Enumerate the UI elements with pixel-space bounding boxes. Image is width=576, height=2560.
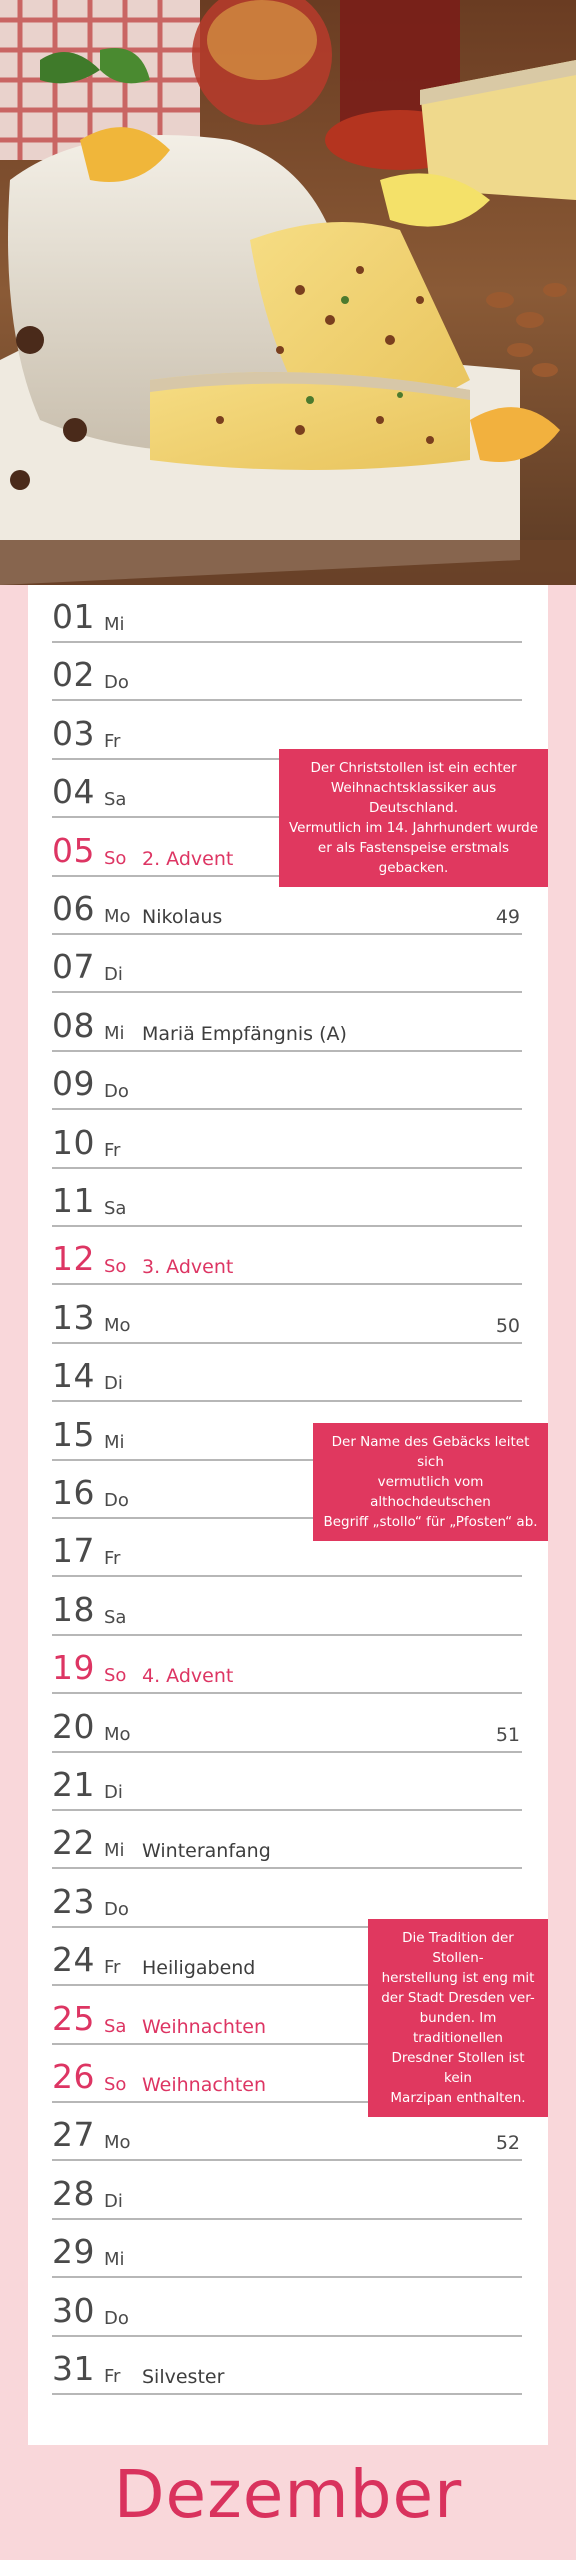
weekday-abbr: Mi [104, 1022, 125, 1044]
day-row [52, 994, 522, 1052]
holiday-label: Weihnachten [142, 2015, 267, 2038]
day-number: 27 [52, 2115, 95, 2155]
day-number: 17 [52, 1531, 95, 1571]
day-number: 05 [52, 830, 95, 870]
note-line: vermutlich vom althochdeutschen [370, 1474, 491, 1510]
weekday-abbr: Di [104, 1373, 123, 1395]
holiday-label: 2. Advent [142, 847, 234, 870]
day-number: 25 [52, 1998, 95, 2038]
day-number: 16 [52, 1473, 95, 1512]
note-line: Dresdner Stollen ist kein [391, 2050, 525, 2086]
weekday-abbr: Mi [104, 614, 125, 635]
calendar-card [28, 585, 548, 2445]
day-row [52, 2337, 522, 2395]
weekday-abbr: So [104, 2074, 127, 2095]
weekday-abbr: Di [104, 2190, 123, 2212]
weekday-abbr: Do [104, 1898, 129, 1920]
day-number: 28 [52, 2173, 95, 2213]
weekday-abbr: Mo [104, 906, 131, 927]
day-row [52, 1695, 522, 1753]
weekday-abbr: Mi [104, 1840, 125, 1862]
note-line: herstellung ist eng mit [381, 1970, 535, 1986]
note-line: Marzipan enthalten. [390, 2090, 526, 2106]
note-line: Der Christstollen ist ein echter [310, 760, 517, 776]
day-row [52, 1052, 522, 1110]
day-number: 20 [52, 1706, 95, 1746]
holiday-label: Mariä Empfängnis (A) [142, 1022, 347, 1045]
day-number: 09 [52, 1064, 95, 1104]
day-row [52, 1286, 522, 1344]
holiday-label: Weihnachten [142, 2074, 267, 2096]
day-number: 21 [52, 1765, 95, 1804]
day-number: 29 [52, 2232, 95, 2272]
day-number: 15 [52, 1414, 95, 1454]
weekday-abbr: Do [104, 1081, 129, 1103]
day-row [52, 1111, 522, 1169]
weekday-abbr: Mi [104, 1431, 125, 1453]
note-line: bunden. Im traditionellen [413, 2010, 503, 2046]
note-line: Weihnachtsklassiker aus Deutschland. [330, 780, 497, 816]
weekday-abbr: Di [104, 964, 123, 986]
day-number: 18 [52, 1589, 95, 1629]
weekday-abbr: Fr [104, 730, 121, 752]
day-row [52, 2162, 522, 2220]
weekday-abbr: So [104, 1665, 127, 1687]
weekday-abbr: Do [104, 672, 129, 694]
weekday-abbr: Do [104, 1490, 129, 1511]
holiday-label: 3. Advent [142, 1256, 234, 1279]
day-row [52, 935, 522, 993]
day-number: 19 [52, 1648, 95, 1688]
note-line: er als Fastenspeise erstmals gebacken. [317, 840, 510, 876]
day-number: 26 [52, 2057, 95, 2096]
day-number: 24 [52, 1940, 95, 1980]
day-number: 13 [52, 1297, 95, 1337]
note-line: Vermutlich im 14. Jahrhundert wurde [288, 820, 539, 836]
day-number: 08 [52, 1005, 95, 1045]
weekday-abbr: Fr [104, 1548, 121, 1570]
week-number: 49 [495, 906, 520, 928]
day-number: 12 [52, 1239, 95, 1279]
day-number: 04 [52, 772, 95, 812]
day-number: 07 [52, 947, 95, 987]
row-divider [52, 2393, 522, 2395]
week-number: 52 [495, 2132, 520, 2155]
note-line: Die Tradition der Stollen- [402, 1930, 514, 1966]
week-number: 50 [495, 1314, 520, 1337]
weekday-abbr: Mo [104, 2132, 131, 2154]
day-row [52, 2220, 522, 2278]
weekday-abbr: Sa [104, 2015, 127, 2037]
weekday-abbr: Sa [104, 789, 127, 811]
weekday-abbr: So [104, 847, 127, 869]
day-number: 01 [52, 597, 95, 636]
day-number: 31 [52, 2349, 95, 2388]
day-number: 23 [52, 1881, 95, 1921]
day-row [52, 585, 522, 643]
weekday-abbr: Sa [104, 1198, 127, 1219]
day-row [52, 1811, 522, 1869]
day-row [52, 1578, 522, 1636]
day-row [52, 1753, 522, 1811]
weekday-abbr: Fr [104, 1957, 121, 1979]
weekday-abbr: Mo [104, 1314, 131, 1336]
day-number: 14 [52, 1356, 95, 1396]
day-row [52, 2279, 522, 2337]
weekday-abbr: Di [104, 1782, 123, 1803]
weekday-abbr: Mi [104, 2249, 125, 2271]
holiday-label: Heiligabend [142, 1957, 256, 1980]
holiday-label: 4. Advent [142, 1665, 234, 1688]
day-number: 22 [52, 1823, 95, 1863]
christstollen-photo [0, 0, 576, 585]
weekday-abbr: So [104, 1256, 127, 1278]
info-note-stollen-origin [279, 749, 548, 887]
day-number: 06 [52, 889, 95, 928]
info-note-dresden [368, 1919, 548, 2117]
weekday-abbr: Fr [104, 1139, 121, 1161]
day-number: 30 [52, 2290, 95, 2330]
note-line: Der Name des Gebäcks leitet sich [331, 1434, 530, 1470]
day-number: 03 [52, 713, 95, 753]
week-number: 51 [495, 1723, 520, 1746]
weekday-abbr: Mo [104, 1723, 131, 1745]
info-note-name-origin [313, 1423, 548, 1541]
note-line: Begriff „stollo“ für „Pfosten“ ab. [323, 1514, 538, 1530]
weekday-abbr: Sa [104, 1606, 127, 1628]
weekday-abbr: Fr [104, 2366, 121, 2387]
holiday-label: Silvester [142, 2366, 225, 2388]
note-line: der Stadt Dresden ver- [381, 1990, 535, 2006]
day-row [52, 1169, 522, 1227]
day-number: 11 [52, 1181, 95, 1220]
day-number: 02 [52, 655, 95, 695]
weekday-abbr: Do [104, 2307, 129, 2329]
day-row [52, 1227, 522, 1285]
day-row [52, 1344, 522, 1402]
holiday-label: Nikolaus [142, 906, 223, 928]
day-row [52, 1636, 522, 1694]
day-row [52, 643, 522, 701]
holiday-label: Winteranfang [142, 1840, 271, 1863]
day-number: 10 [52, 1122, 95, 1162]
month-title: Dezember [113, 2456, 463, 2533]
